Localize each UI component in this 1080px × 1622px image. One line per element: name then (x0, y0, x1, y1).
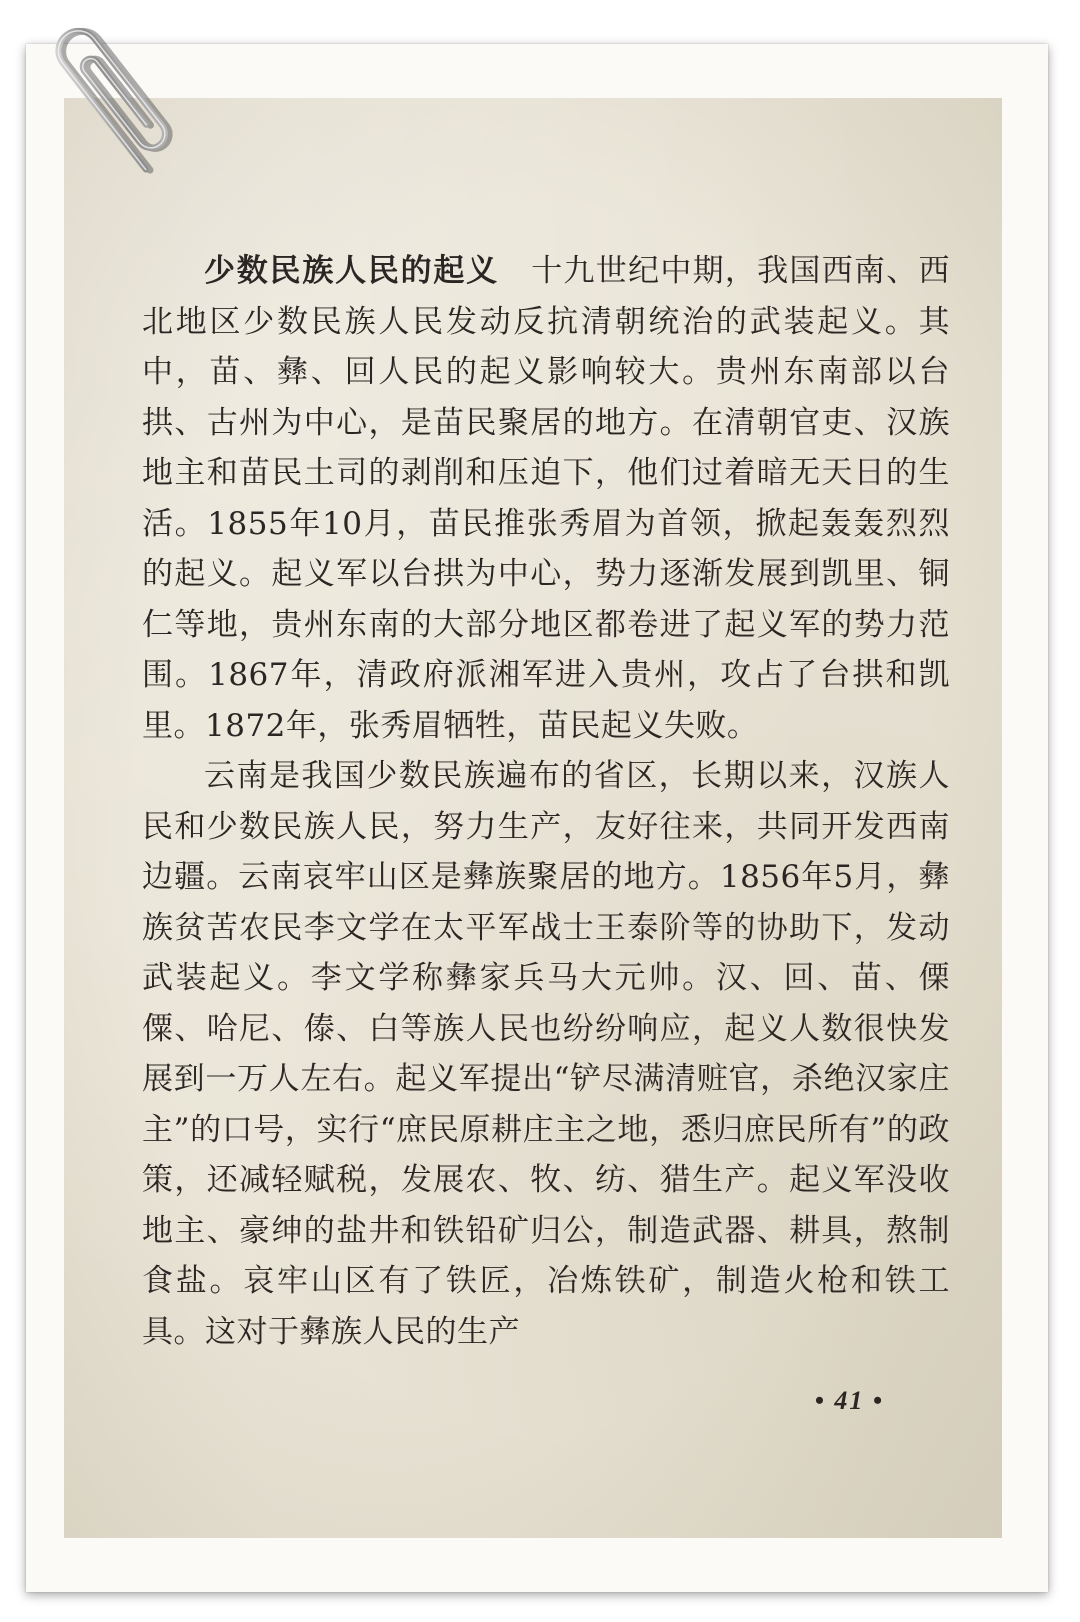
book-page (64, 98, 1002, 1538)
paperclip-icon (28, 0, 198, 200)
paragraph-1 (142, 246, 950, 751)
paragraph-1-text: 十九世纪中期，我国西南、西北地区少数民族人民发动反抗清朝统治的武装起义。其中，苗、彝、回人民的起义影响较大。贵州东南部以台拱、古州为中心，是苗民聚居的地方。在清朝官吏、汉族地主和苗民土司的剥削和压迫下，他们过着暗无天日的生活。1855年10月，苗民推张秀眉为首领，掀起轰轰烈烈的起义。起义军以台拱为中心，势力逐渐发展到凯里、铜仁等地，贵州东南的大部分地区都卷进了起义军的势力范围。1867年，清政府派湘军进入贵州，攻占了台拱和凯里。1872年，张秀眉牺牲，苗民起义失败。 (142, 253, 951, 744)
paragraph-heading: 少数民族人民的起义 (204, 253, 499, 289)
paragraph-2: 云南是我国少数民族遍布的省区，长期以来，汉族人民和少数民族人民，努力生产，友好往来，共同开发西南边疆。云南哀牢山区是彝族聚居的地方。1856年5月，彝族贫苦农民李文学在太平军战士王泰阶等的协助下，发动武装起义。李文学称彝家兵马大元帅。汉、回、苗、傈僳、哈尼、傣、白等族人民也纷纷响应，起义人数很快发展到一万人左右。起义军提出“铲尽满清赃官，杀绝汉家庄主”的口号，实行“庶民原耕庄主之地，悉归庶民所有”的政策，还减轻赋税，发展农、牧、纺、猎生产。起义军没收地主、豪绅的盐井和铁铅矿归公，制造武器、耕具，熬制食盐。哀牢山区有了铁匠，冶炼铁矿，制造火枪和铁工具。这对于彝族人民的生产 (142, 758, 950, 1350)
page-number: • 41 • (814, 1386, 884, 1415)
page-body (142, 246, 950, 1357)
